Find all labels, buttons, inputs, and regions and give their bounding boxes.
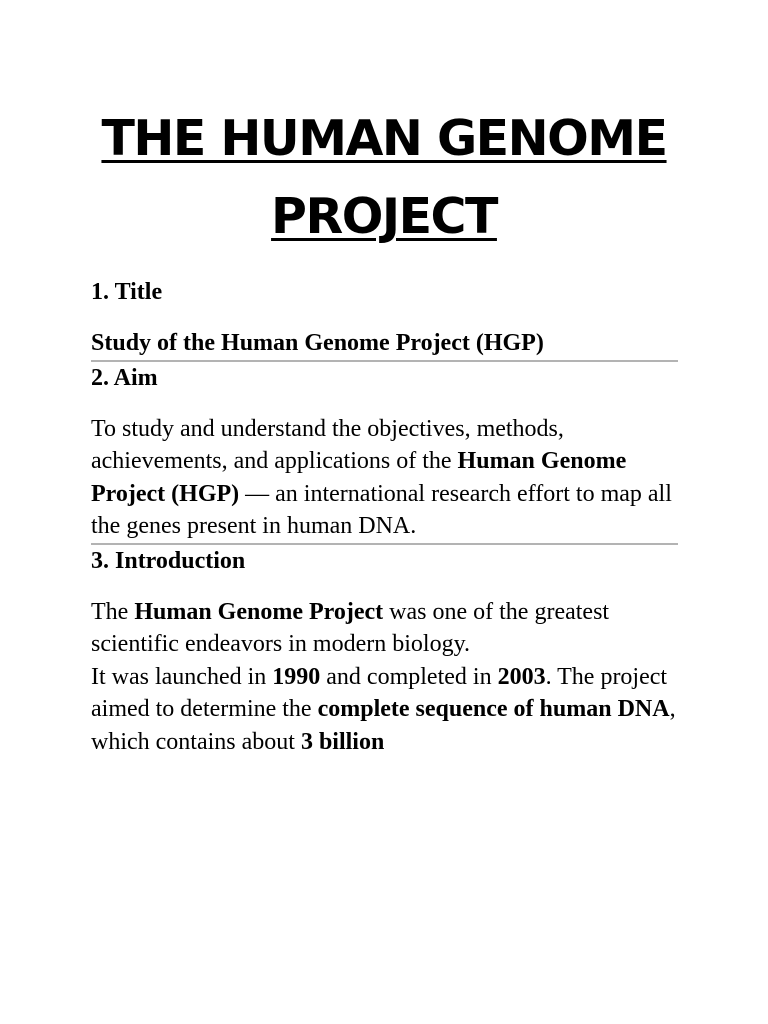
section-heading-introduction: 3. Introduction — [91, 547, 246, 574]
section-heading-aim: 2. Aim — [91, 364, 158, 391]
intro-p2-start: It was launched in — [91, 663, 273, 690]
aim-text-start: To study and understand the objectives, methods, achievements, and applications of the — [91, 415, 564, 474]
intro-p2-mid: and completed in — [320, 663, 498, 690]
aim-text-end: — an international research effort to map all the genes present in human DNA. — [91, 480, 672, 539]
intro-p2-after: . The project aimed to determine the — [91, 663, 668, 722]
intro-p1-bold: Human Genome Project — [134, 598, 384, 625]
intro-bold-sequence: complete sequence of human DNA — [317, 696, 670, 722]
intro-paragraph — [91, 596, 681, 759]
intro-p2-after2: , which contains about — [91, 696, 676, 755]
document-title-line1: THE HUMAN GENOME — [101, 110, 667, 167]
intro-bold-billion: 3 billion — [300, 728, 385, 755]
section-heading-title: 1. Title — [91, 279, 163, 305]
intro-year-launch: 1990 — [272, 663, 321, 690]
project-subtitle: Study of the Human Genome Project (HGP) — [91, 330, 544, 356]
intro-p1-start: The — [91, 598, 135, 625]
document-title-line2: PROJECT — [271, 188, 497, 245]
aim-bold-term: Human Genome Project (HGP) — [91, 448, 627, 507]
aim-paragraph — [91, 413, 681, 543]
document-body — [91, 276, 681, 758]
intro-p1-end: was one of the greatest scientific endeavors in modern biology. — [91, 598, 610, 657]
intro-year-complete: 2003 — [497, 663, 546, 690]
document-title — [0, 100, 768, 256]
